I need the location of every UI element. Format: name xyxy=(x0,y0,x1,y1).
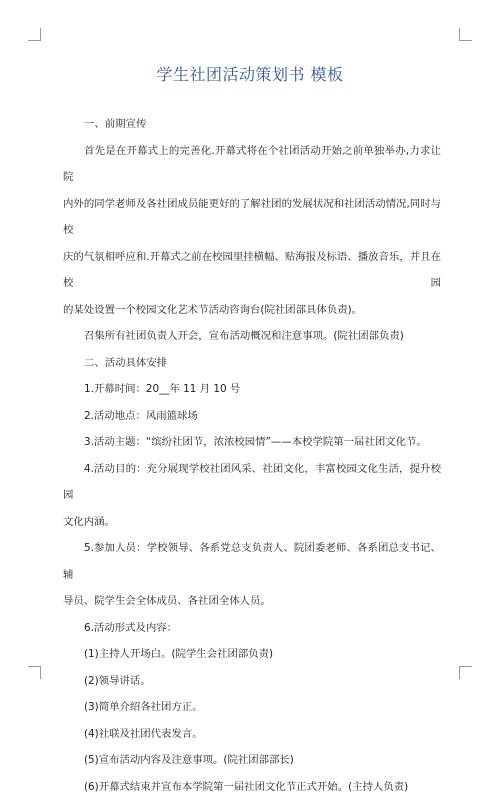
promo-paragraph-line: 庆的气氛相呼应和.开幕式之前在校园里挂横幅、贴海报及标语、播放音乐，并且在校园 xyxy=(63,244,441,297)
list-item-purpose-cont: 文化内涵。 xyxy=(63,509,441,536)
promo-paragraph-2: 召集所有社团负责人开会，宣布活动概况和注意事项。(院社团部负责) xyxy=(63,323,441,350)
sub-item-host-opening: (1)主持人开场白。(院学生会社团部负责) xyxy=(63,641,441,668)
document-body xyxy=(63,111,441,800)
list-item-participants: 5.参加人员：学校领导、各系党总支负责人、院团委老师、各系团总支书记、辅 xyxy=(63,535,441,588)
sub-item-club-intro: (3)简单介绍各社团方正。 xyxy=(63,694,441,721)
list-item-location: 2.活动地点：风雨篮球场 xyxy=(63,403,441,430)
list-item-purpose: 4.活动目的：充分展现学校社团风采、社团文化，丰富校园文化生活，提升校园 xyxy=(63,456,441,509)
sub-item-closing: (6)开幕式结束并宣布本学院第一届社团文化节正式开始。(主持人负责) xyxy=(63,774,441,800)
document-title: 学生社团活动策划书 模板 xyxy=(0,62,500,85)
promo-paragraph-line: 的某处设置一个校园文化艺术节活动咨询台(院社团部具体负责)。 xyxy=(63,297,441,324)
section-heading-schedule: 二、活动具体安排 xyxy=(63,350,441,377)
promo-paragraph-line: 内外的同学老师及各社团成员能更好的了解社团的发展状况和社团活动情况,同时与校 xyxy=(63,191,441,244)
sub-item-leader-speech: (2)领导讲话。 xyxy=(63,668,441,695)
promo-paragraph-line: 首先是在开幕式上的完善化.开幕式将在个社团活动开始之前单独举办,力求让院 xyxy=(63,138,441,191)
list-item-participants-cont: 导员、院学生会全体成员、各社团全体人员。 xyxy=(63,588,441,615)
list-item-theme: 3.活动主题：“缤纷社团节，浓浓校园情”——本校学院第一届社团文化节。 xyxy=(63,429,441,456)
sub-item-representative-speech: (4)社联及社团代表发言。 xyxy=(63,721,441,748)
section-heading-promo: 一、前期宣传 xyxy=(63,111,441,138)
crop-mark-top-left xyxy=(28,28,41,41)
list-item-format: 6.活动形式及内容： xyxy=(63,615,441,642)
sub-item-announce-content: (5)宣布活动内容及注意事项。(院社团部部长) xyxy=(63,747,441,774)
crop-mark-bottom-right xyxy=(459,666,472,679)
crop-mark-top-right xyxy=(459,28,472,41)
list-item-opening-time: 1.开幕时间：20__年 11 月 10 号 xyxy=(63,376,441,403)
crop-mark-bottom-left xyxy=(28,666,41,679)
